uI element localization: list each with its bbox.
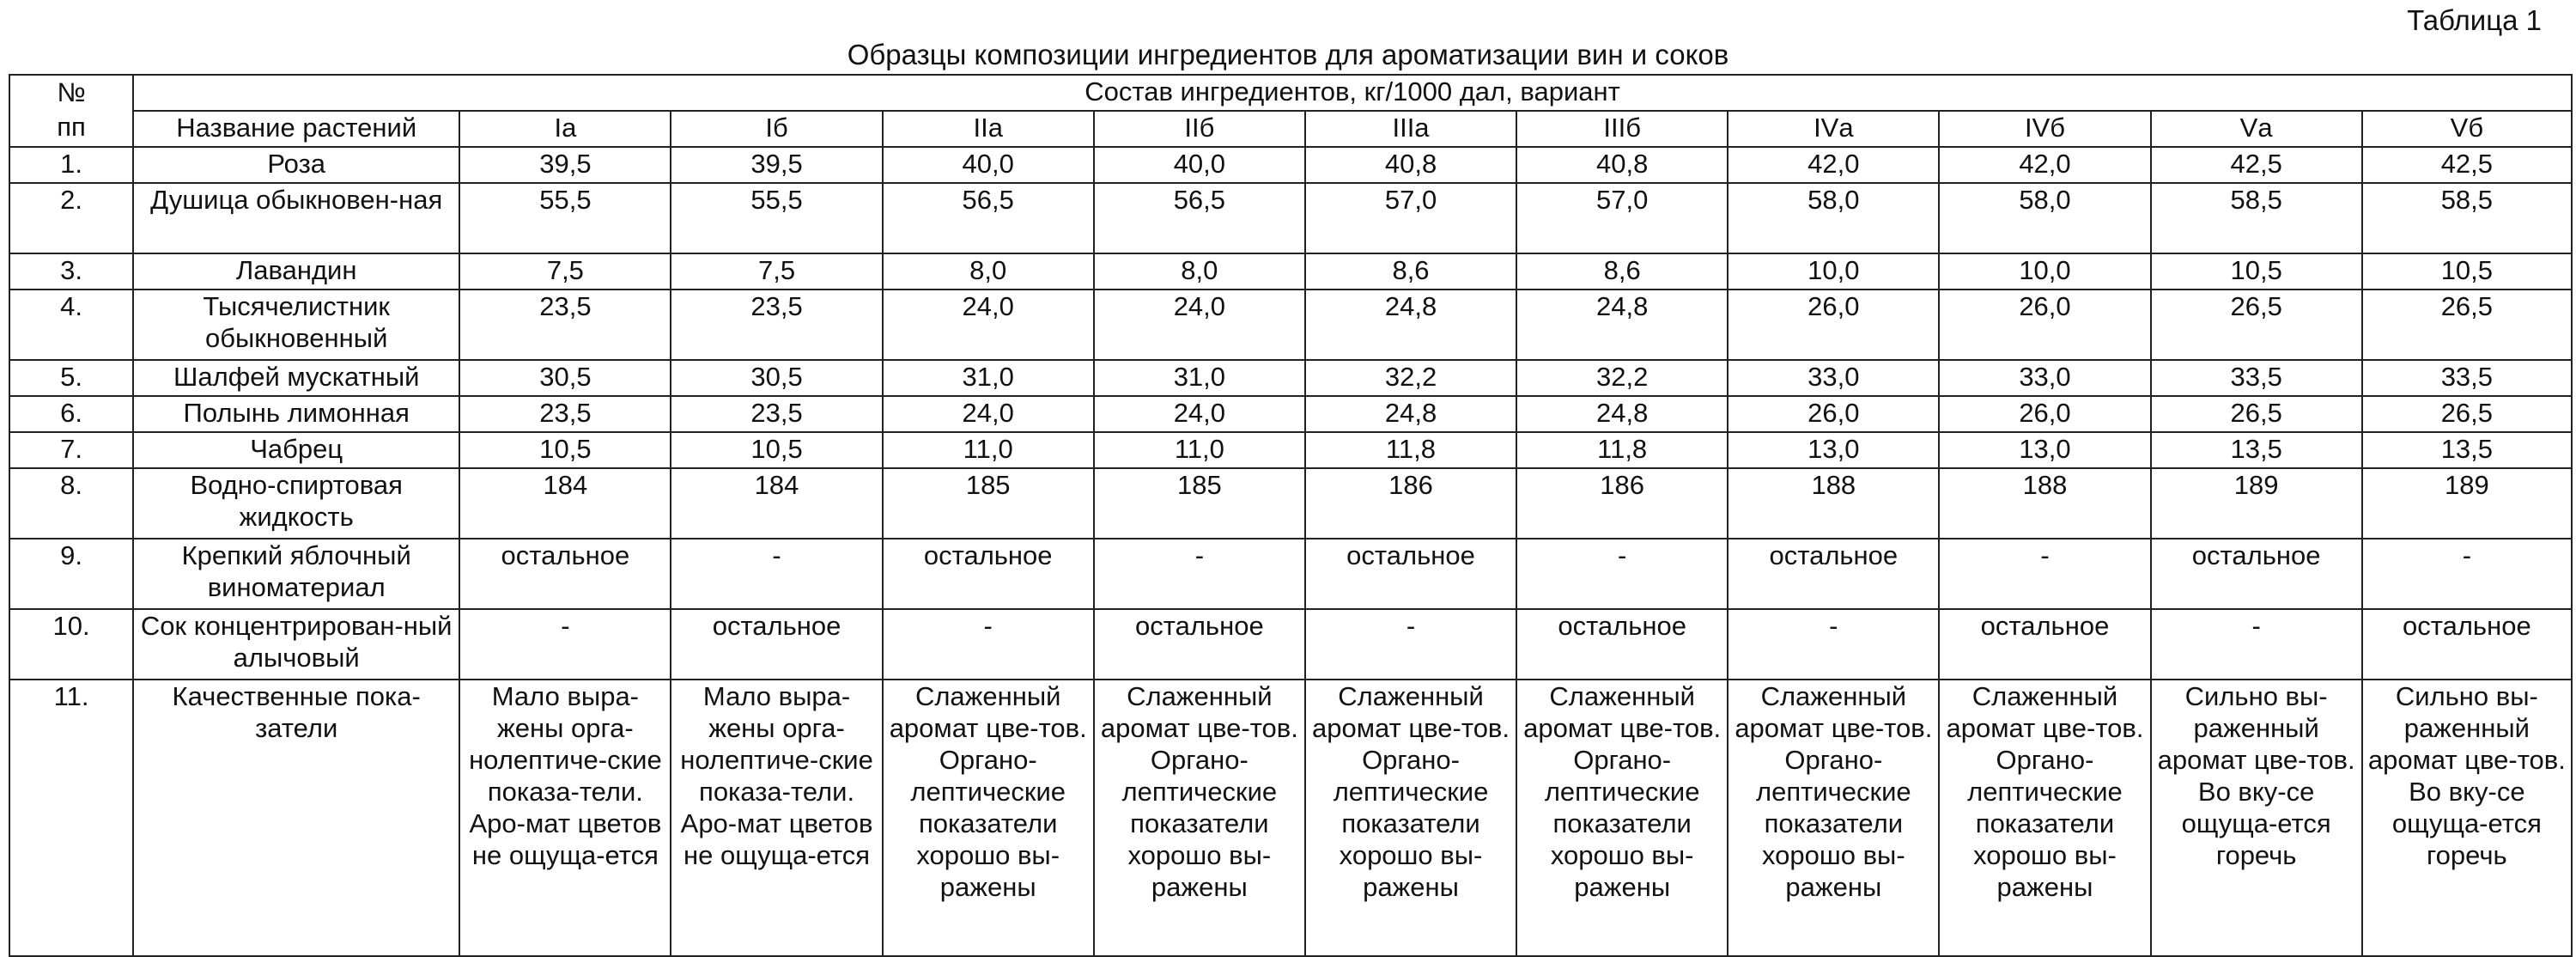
value-cell: 24,0	[1094, 396, 1305, 432]
value-cell: 42,0	[1728, 147, 1939, 183]
value-cell: 56,5	[883, 183, 1094, 253]
value-cell: 42,5	[2362, 147, 2572, 183]
value-cell: 42,0	[1939, 147, 2150, 183]
value-cell: 26,0	[1939, 396, 2150, 432]
value-cell: 11,8	[1516, 432, 1728, 468]
value-cell: 26,0	[1939, 290, 2150, 360]
value-cell: остальное	[1094, 609, 1305, 680]
value-cell: 32,2	[1516, 360, 1728, 396]
header-variant: Iа	[459, 111, 671, 147]
value-cell: 7,5	[459, 253, 671, 290]
row-number: 4.	[9, 290, 133, 360]
value-cell: Мало выра-жены орга-нолептиче-ские показа-тели. Аро-мат цветов не ощуща-ется	[459, 680, 671, 956]
table-row	[9, 290, 2572, 360]
value-cell: 188	[1939, 468, 2150, 539]
ingredients-table	[9, 74, 2573, 957]
value-cell: -	[2362, 539, 2572, 609]
value-cell: 30,5	[671, 360, 882, 396]
plant-name: Полынь лимонная	[133, 396, 459, 432]
header-number-bottom: пп	[57, 112, 86, 142]
table-row	[9, 183, 2572, 253]
value-cell: 33,5	[2151, 360, 2362, 396]
value-cell: 8,6	[1305, 253, 1516, 290]
value-cell: Слаженный аромат цве-тов. Органо-лептические показатели хорошо вы-ражены	[1305, 680, 1516, 956]
value-cell: 24,8	[1305, 290, 1516, 360]
plant-name: Чабрец	[133, 432, 459, 468]
value-cell: Слаженный аромат цве-тов. Органо-лептические показатели хорошо вы-ражены	[1728, 680, 1939, 956]
value-cell: 58,0	[1728, 183, 1939, 253]
value-cell: 10,5	[2362, 253, 2572, 290]
value-cell: остальное	[459, 539, 671, 609]
value-cell: 33,0	[1728, 360, 1939, 396]
table-row	[9, 360, 2572, 396]
table-row	[9, 468, 2572, 539]
row-number: 3.	[9, 253, 133, 290]
value-cell: 58,0	[1939, 183, 2150, 253]
value-cell: 56,5	[1094, 183, 1305, 253]
header-variant: IIIб	[1516, 111, 1728, 147]
value-cell: -	[2151, 609, 2362, 680]
value-cell: 23,5	[459, 290, 671, 360]
header-variant: Vб	[2362, 111, 2572, 147]
value-cell: 8,0	[1094, 253, 1305, 290]
plant-name: Тысячелистник обыкновенный	[133, 290, 459, 360]
table-row	[9, 609, 2572, 680]
value-cell: -	[671, 539, 882, 609]
plant-name: Роза	[133, 147, 459, 183]
plant-name: Водно-спиртовая жидкость	[133, 468, 459, 539]
row-number: 1.	[9, 147, 133, 183]
value-cell: 23,5	[671, 396, 882, 432]
value-cell: 10,0	[1939, 253, 2150, 290]
value-cell: Сильно вы-раженный аромат цве-тов. Во вку-се ощуща-ется горечь	[2362, 680, 2572, 956]
value-cell: 11,0	[1094, 432, 1305, 468]
header-number-cell	[9, 75, 133, 147]
value-cell: Слаженный аромат цве-тов. Органо-лептические показатели хорошо вы-ражены	[883, 680, 1094, 956]
header-number-top: №	[57, 77, 86, 107]
value-cell: 57,0	[1305, 183, 1516, 253]
value-cell: 40,8	[1305, 147, 1516, 183]
header-row-composition	[9, 75, 2572, 111]
value-cell: 185	[1094, 468, 1305, 539]
value-cell: 30,5	[459, 360, 671, 396]
header-variant: IIIа	[1305, 111, 1516, 147]
value-cell: 24,8	[1516, 396, 1728, 432]
plant-name: Лавандин	[133, 253, 459, 290]
plant-name: Шалфей мускатный	[133, 360, 459, 396]
value-cell: -	[1516, 539, 1728, 609]
row-number: 2.	[9, 183, 133, 253]
value-cell: 23,5	[459, 396, 671, 432]
value-cell: 26,5	[2151, 396, 2362, 432]
value-cell: 55,5	[459, 183, 671, 253]
plant-name: Крепкий яблочный виноматериал	[133, 539, 459, 609]
value-cell: -	[1305, 609, 1516, 680]
table-row	[9, 432, 2572, 468]
value-cell: 186	[1305, 468, 1516, 539]
plant-name: Сок концентрирован-ный алычовый	[133, 609, 459, 680]
value-cell: 32,2	[1305, 360, 1516, 396]
header-composition: Состав ингредиентов, кг/1000 дал, вариант	[133, 75, 2572, 111]
value-cell: 55,5	[671, 183, 882, 253]
value-cell: 188	[1728, 468, 1939, 539]
value-cell: 39,5	[459, 147, 671, 183]
value-cell: 10,5	[2151, 253, 2362, 290]
value-cell: 11,0	[883, 432, 1094, 468]
value-cell: остальное	[2151, 539, 2362, 609]
value-cell: Слаженный аромат цве-тов. Органо-лептические показатели хорошо вы-ражены	[1939, 680, 2150, 956]
value-cell: остальное	[1516, 609, 1728, 680]
value-cell: 184	[459, 468, 671, 539]
value-cell: 23,5	[671, 290, 882, 360]
plant-name: Душица обыкновен-ная	[133, 183, 459, 253]
value-cell: 24,8	[1305, 396, 1516, 432]
value-cell: 13,0	[1939, 432, 2150, 468]
value-cell: 39,5	[671, 147, 882, 183]
row-number: 9.	[9, 539, 133, 609]
value-cell: 26,5	[2362, 290, 2572, 360]
row-number: 5.	[9, 360, 133, 396]
header-row-variants	[9, 111, 2572, 147]
value-cell: 31,0	[883, 360, 1094, 396]
row-number: 10.	[9, 609, 133, 680]
value-cell: 24,8	[1516, 290, 1728, 360]
value-cell: 7,5	[671, 253, 882, 290]
value-cell: 24,0	[1094, 290, 1305, 360]
value-cell: Сильно вы-раженный аромат цве-тов. Во вку-се ощуща-ется горечь	[2151, 680, 2362, 956]
value-cell: 40,0	[883, 147, 1094, 183]
value-cell: 26,0	[1728, 396, 1939, 432]
header-variant: IIа	[883, 111, 1094, 147]
header-variant: IIб	[1094, 111, 1305, 147]
value-cell: -	[883, 609, 1094, 680]
value-cell: 31,0	[1094, 360, 1305, 396]
value-cell: 13,5	[2362, 432, 2572, 468]
value-cell: остальное	[2362, 609, 2572, 680]
value-cell: 40,8	[1516, 147, 1728, 183]
value-cell: 10,5	[671, 432, 882, 468]
row-number: 11.	[9, 680, 133, 956]
value-cell: остальное	[1305, 539, 1516, 609]
value-cell: Слаженный аромат цве-тов. Органо-лептические показатели хорошо вы-ражены	[1516, 680, 1728, 956]
value-cell: Слаженный аромат цве-тов. Органо-лептические показатели хорошо вы-ражены	[1094, 680, 1305, 956]
table-row	[9, 147, 2572, 183]
table-caption: Образцы композиции ингредиентов для ароматизации вин и соков	[847, 39, 1729, 70]
value-cell: 8,0	[883, 253, 1094, 290]
table-row	[9, 396, 2572, 432]
row-number: 7.	[9, 432, 133, 468]
value-cell: 26,5	[2362, 396, 2572, 432]
row-number: 6.	[9, 396, 133, 432]
value-cell: 42,5	[2151, 147, 2362, 183]
table-row	[9, 253, 2572, 290]
value-cell: 24,0	[883, 290, 1094, 360]
value-cell: -	[1728, 609, 1939, 680]
value-cell: 184	[671, 468, 882, 539]
value-cell: 189	[2362, 468, 2572, 539]
value-cell: 11,8	[1305, 432, 1516, 468]
value-cell: 10,0	[1728, 253, 1939, 290]
value-cell: остальное	[883, 539, 1094, 609]
value-cell: 26,5	[2151, 290, 2362, 360]
value-cell: 186	[1516, 468, 1728, 539]
value-cell: 13,0	[1728, 432, 1939, 468]
value-cell: 13,5	[2151, 432, 2362, 468]
plant-name: Качественные пока-затели	[133, 680, 459, 956]
table-row	[9, 539, 2572, 609]
value-cell: -	[459, 609, 671, 680]
header-variant: Iб	[671, 111, 882, 147]
value-cell: 40,0	[1094, 147, 1305, 183]
table-number: Таблица 1	[2407, 4, 2542, 36]
value-cell: 57,0	[1516, 183, 1728, 253]
value-cell: Мало выра-жены орга-нолептиче-ские показа-тели. Аро-мат цветов не ощуща-ется	[671, 680, 882, 956]
value-cell: 33,0	[1939, 360, 2150, 396]
value-cell: -	[1094, 539, 1305, 609]
header-variant: IVб	[1939, 111, 2150, 147]
header-variant: Vа	[2151, 111, 2362, 147]
value-cell: 58,5	[2151, 183, 2362, 253]
header-variant: IVа	[1728, 111, 1939, 147]
value-cell: 24,0	[883, 396, 1094, 432]
value-cell: 10,5	[459, 432, 671, 468]
table-row	[9, 680, 2572, 956]
value-cell: -	[1939, 539, 2150, 609]
value-cell: 26,0	[1728, 290, 1939, 360]
value-cell: остальное	[1728, 539, 1939, 609]
row-number: 8.	[9, 468, 133, 539]
header-plant-name: Название растений	[133, 111, 459, 147]
value-cell: 58,5	[2362, 183, 2572, 253]
value-cell: остальное	[1939, 609, 2150, 680]
value-cell: 189	[2151, 468, 2362, 539]
value-cell: 8,6	[1516, 253, 1728, 290]
value-cell: остальное	[671, 609, 882, 680]
value-cell: 33,5	[2362, 360, 2572, 396]
value-cell: 185	[883, 468, 1094, 539]
